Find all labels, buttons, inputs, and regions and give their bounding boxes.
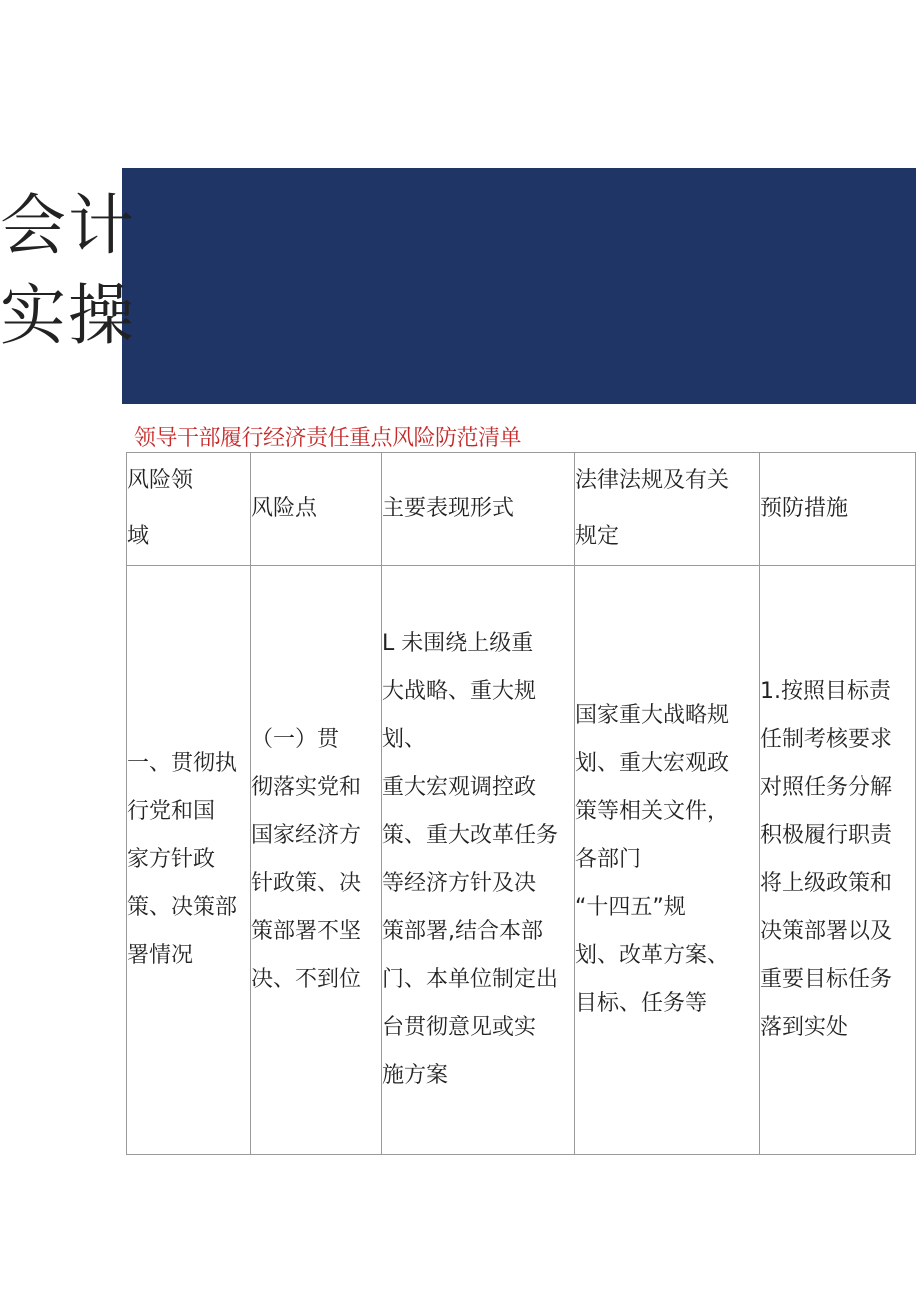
risk-table bbox=[126, 452, 916, 1155]
header-text: 预防措施 bbox=[760, 496, 849, 521]
header-cell-manifestation bbox=[382, 453, 575, 566]
cell-regulations bbox=[575, 566, 760, 1155]
cell-text: （一）贯 彻落实党和 国家经济方 针政策、决 策部署不坚 决、不到位 bbox=[251, 727, 362, 992]
banner-title-line-1: 会计 bbox=[0, 187, 136, 264]
cell-text: 国家重大战略规 划、重大宏观政 策等相关文件， 各部门 “十四五”规 划、改革方案、 目标、任务等 bbox=[575, 703, 730, 1016]
header-text: 风险领 域 bbox=[127, 468, 194, 549]
table-row bbox=[127, 566, 916, 1155]
header-text: 风险点 bbox=[251, 496, 318, 521]
cell-text: L 未围绕上级重 大战略、重大规划、 重大宏观调控政 策、重大改革任务 等经济方针及决 策部署,结合本部 门、本单位制定出 台贯彻意见或实 施方案 bbox=[382, 631, 559, 1088]
cell-risk-point bbox=[251, 566, 382, 1155]
header-text: 法律法规及有关 规定 bbox=[575, 468, 730, 549]
header-cell-prevention bbox=[760, 453, 916, 566]
cell-text: 一、贯彻执 行党和国 家方针政 策、决策部 署情况 bbox=[127, 751, 238, 968]
cell-manifestation bbox=[382, 566, 575, 1155]
cell-prevention bbox=[760, 566, 916, 1155]
header-cell-risk-area bbox=[127, 453, 251, 566]
banner-title-line-2: 实操 bbox=[0, 277, 136, 354]
document-title: 领导干部履行经济责任重点风险防范清单 bbox=[134, 426, 522, 451]
header-cell-regulations bbox=[575, 453, 760, 566]
cell-risk-area bbox=[127, 566, 251, 1155]
cell-text: 1.按照目标责 任制考核要求 对照任务分解 积极履行职责 将上级政策和 决策部署以及 重要目标任务 落到实处 bbox=[760, 679, 893, 1040]
header-text: 主要表现形式 bbox=[382, 496, 515, 521]
header-cell-risk-point bbox=[251, 453, 382, 566]
table-header-row bbox=[127, 453, 916, 566]
